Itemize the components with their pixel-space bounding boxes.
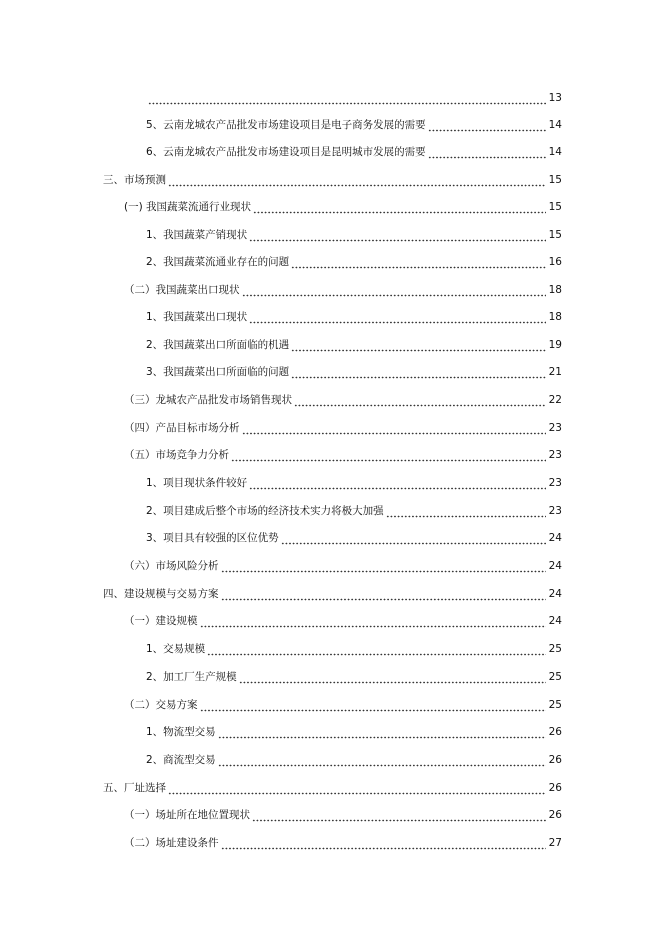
toc-entry-title: 2、我国蔬菜流通业存在的问题 — [146, 256, 290, 268]
toc-entry-title: 2、我国蔬菜出口所面临的机遇 — [146, 339, 290, 351]
toc-entry[interactable] — [146, 363, 562, 379]
toc-entry-title: （三）龙城农产品批发市场销售现状 — [124, 394, 292, 406]
toc-entry-title: （一）建设规模 — [124, 615, 198, 627]
toc-leader-dots — [168, 175, 546, 187]
toc-entry-page: 19 — [548, 339, 562, 351]
toc-entry-page: 21 — [548, 366, 562, 378]
toc-leader-dots — [386, 506, 546, 518]
toc-entry-page: 23 — [548, 477, 562, 489]
toc-entry-title: 1、我国蔬菜出口现状 — [146, 311, 248, 323]
toc-leader-dots — [221, 838, 547, 850]
toc-leader-dots — [249, 312, 546, 324]
toc-leader-dots — [218, 755, 546, 767]
toc-entry-page: 14 — [548, 119, 562, 131]
toc-entry-title: （二）我国蔬菜出口现状 — [124, 284, 240, 296]
toc-leader-dots — [242, 285, 547, 297]
toc-entry-page: 24 — [548, 532, 562, 544]
toc-leader-dots — [249, 230, 546, 242]
toc-entry[interactable] — [124, 391, 562, 407]
toc-leader-dots — [239, 672, 546, 684]
toc-entry-title: （四）产品目标市场分析 — [124, 422, 240, 434]
toc-entry-title: 5、云南龙城农产品批发市场建设项目是电子商务发展的需要 — [146, 119, 426, 131]
toc-entry-page: 18 — [548, 311, 562, 323]
toc-entry-title: （二）交易方案 — [124, 699, 198, 711]
toc-entry[interactable] — [146, 89, 562, 105]
toc-leader-dots — [148, 93, 546, 105]
toc-entry-page: 16 — [548, 256, 562, 268]
toc-entry[interactable] — [103, 779, 562, 795]
toc-entry[interactable] — [146, 143, 562, 159]
toc-entry[interactable] — [124, 281, 562, 297]
toc-entry-page: 23 — [548, 422, 562, 434]
toc-entry-page: 26 — [548, 726, 562, 738]
toc-entry-title: 1、我国蔬菜产销现状 — [146, 229, 248, 241]
toc-entry-page: 23 — [548, 449, 562, 461]
toc-entry-title: (一) 我国蔬菜流通行业现状 — [124, 201, 252, 213]
toc-entry-page: 15 — [548, 201, 562, 213]
toc-entry[interactable] — [146, 502, 562, 518]
toc-entry[interactable] — [124, 612, 562, 628]
toc-entry[interactable] — [146, 668, 562, 684]
toc-entry[interactable] — [146, 308, 562, 324]
toc-entry-page: 15 — [548, 174, 562, 186]
toc-entry[interactable] — [124, 446, 562, 462]
toc-entry-title: 三、市场预测 — [103, 174, 166, 186]
toc-entry-title: 3、我国蔬菜出口所面临的问题 — [146, 366, 290, 378]
toc-leader-dots — [200, 616, 547, 628]
toc-leader-dots — [252, 810, 546, 822]
toc-leader-dots — [294, 395, 546, 407]
toc-entry-title: 1、物流型交易 — [146, 726, 216, 738]
toc-leader-dots — [221, 561, 547, 573]
toc-leader-dots — [291, 367, 546, 379]
toc-entry[interactable] — [103, 585, 562, 601]
toc-leader-dots — [168, 783, 546, 795]
toc-entry-title: 四、建设规模与交易方案 — [103, 588, 219, 600]
toc-entry[interactable] — [124, 834, 562, 850]
toc-leader-dots — [281, 533, 546, 545]
toc-entry[interactable] — [146, 751, 562, 767]
toc-entry[interactable] — [146, 474, 562, 490]
toc-entry-page: 14 — [548, 146, 562, 158]
toc-entry-page: 26 — [548, 782, 562, 794]
toc-entry-title: 1、交易规模 — [146, 643, 206, 655]
toc-entry[interactable] — [103, 171, 562, 187]
toc-entry-title: （一）场址所在地位置现状 — [124, 809, 250, 821]
toc-leader-dots — [218, 727, 546, 739]
toc-entry-page: 26 — [548, 809, 562, 821]
toc-entry-title: 2、加工厂生产规模 — [146, 671, 237, 683]
toc-entry-page: 24 — [548, 560, 562, 572]
toc-entry[interactable] — [124, 198, 562, 214]
toc-entry-page: 24 — [548, 615, 562, 627]
toc-entry-title: 2、项目建成后整个市场的经济技术实力将极大加强 — [146, 505, 384, 517]
toc-leader-dots — [291, 257, 546, 269]
toc-entry-page: 13 — [548, 92, 562, 104]
toc-entry[interactable] — [146, 723, 562, 739]
toc-entry-page: 23 — [548, 505, 562, 517]
toc-entry-title: 3、项目具有较强的区位优势 — [146, 532, 279, 544]
toc-entry-page: 25 — [548, 699, 562, 711]
toc-entry-page: 25 — [548, 671, 562, 683]
toc-entry[interactable] — [124, 419, 562, 435]
toc-leader-dots — [231, 450, 546, 462]
toc-entry-title: 6、云南龙城农产品批发市场建设项目是昆明城市发展的需要 — [146, 146, 426, 158]
toc-entry[interactable] — [146, 529, 562, 545]
toc-leader-dots — [200, 700, 547, 712]
toc-entry-title: 2、商流型交易 — [146, 754, 216, 766]
toc-leader-dots — [242, 423, 547, 435]
toc-leader-dots — [221, 589, 547, 601]
toc-entry-title: 1、项目现状条件较好 — [146, 477, 248, 489]
toc-leader-dots — [291, 340, 546, 352]
toc-entry-title: （五）市场竞争力分析 — [124, 449, 229, 461]
toc-entry-page: 24 — [548, 588, 562, 600]
toc-entry-page: 15 — [548, 229, 562, 241]
toc-entry-page: 25 — [548, 643, 562, 655]
toc-entry-title: （六）市场风险分析 — [124, 560, 219, 572]
toc-entry[interactable] — [146, 116, 562, 132]
toc-entry-page: 26 — [548, 754, 562, 766]
toc-entry-title: 五、厂址选择 — [103, 782, 166, 794]
toc-entry[interactable] — [146, 336, 562, 352]
toc-leader-dots — [428, 147, 546, 159]
toc-entry-page: 27 — [548, 837, 562, 849]
toc-entry[interactable] — [124, 557, 562, 573]
toc-leader-dots — [253, 202, 546, 214]
toc-entry-title: （二）场址建设条件 — [124, 837, 219, 849]
toc-entry[interactable] — [146, 640, 562, 656]
toc-entry-page: 18 — [548, 284, 562, 296]
toc-leader-dots — [249, 478, 546, 490]
toc-entry-page: 22 — [548, 394, 562, 406]
toc-leader-dots — [428, 120, 546, 132]
toc-entry[interactable] — [146, 253, 562, 269]
toc-entry[interactable] — [124, 696, 562, 712]
toc-entry[interactable] — [146, 226, 562, 242]
toc-leader-dots — [207, 644, 546, 656]
toc-entry[interactable] — [124, 806, 562, 822]
